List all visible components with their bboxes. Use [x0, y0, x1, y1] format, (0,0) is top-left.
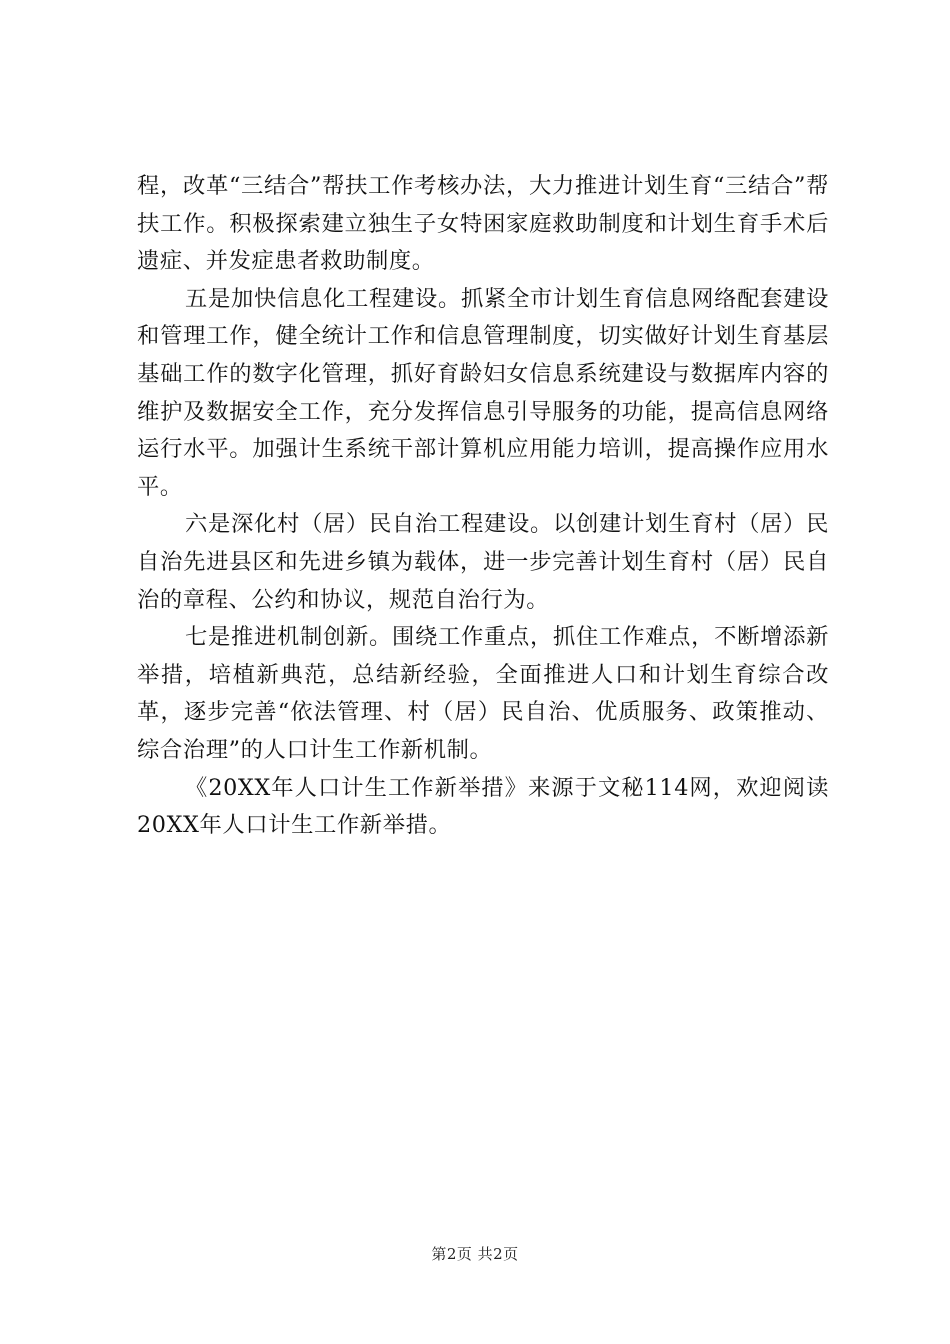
paragraph-continuation: 程，改革“三结合”帮扶工作考核办法，大力推进计划生育“三结合”帮扶工作。积极探索建立独生子女特困家庭救助制度和计划生育手术后遗症、并发症患者救助制度。 — [137, 173, 829, 275]
document-body — [137, 168, 829, 845]
paragraph-item-seven: 七是推进机制创新。围绕工作重点，抓住工作难点，不断增添新举措，培植新典范，总结新经验，全面推进人口和计划生育综合改革，逐步完善“依法管理、村（居）民自治、优质服务、政策推动、综合治理”的人口计生工作新机制。 — [137, 624, 829, 763]
page-number-footer: 第2页 共2页 — [431, 1245, 519, 1263]
paragraph-source-note: 《20XX年人口计生工作新举措》来源于文秘114网，欢迎阅读20XX年人口计生工作新举措。 — [137, 774, 829, 839]
paragraph-item-five: 五是加快信息化工程建设。抓紧全市计划生育信息网络配套建设和管理工作，健全统计工作和信息管理制度，切实做好计划生育基层基础工作的数字化管理，抓好育龄妇女信息系统建设与数据库内容的维护及数据安全工作，充分发挥信息引导服务的功能，提高信息网络运行水平。加强计生系统干部计算机应用能力培训，提高操作应用水平。 — [137, 285, 829, 500]
paragraph-item-six: 六是深化村（居）民自治工程建设。以创建计划生育村（居）民自治先进县区和先进乡镇为载体，进一步完善计划生育村（居）民自治的章程、公约和协议，规范自治行为。 — [137, 511, 829, 613]
